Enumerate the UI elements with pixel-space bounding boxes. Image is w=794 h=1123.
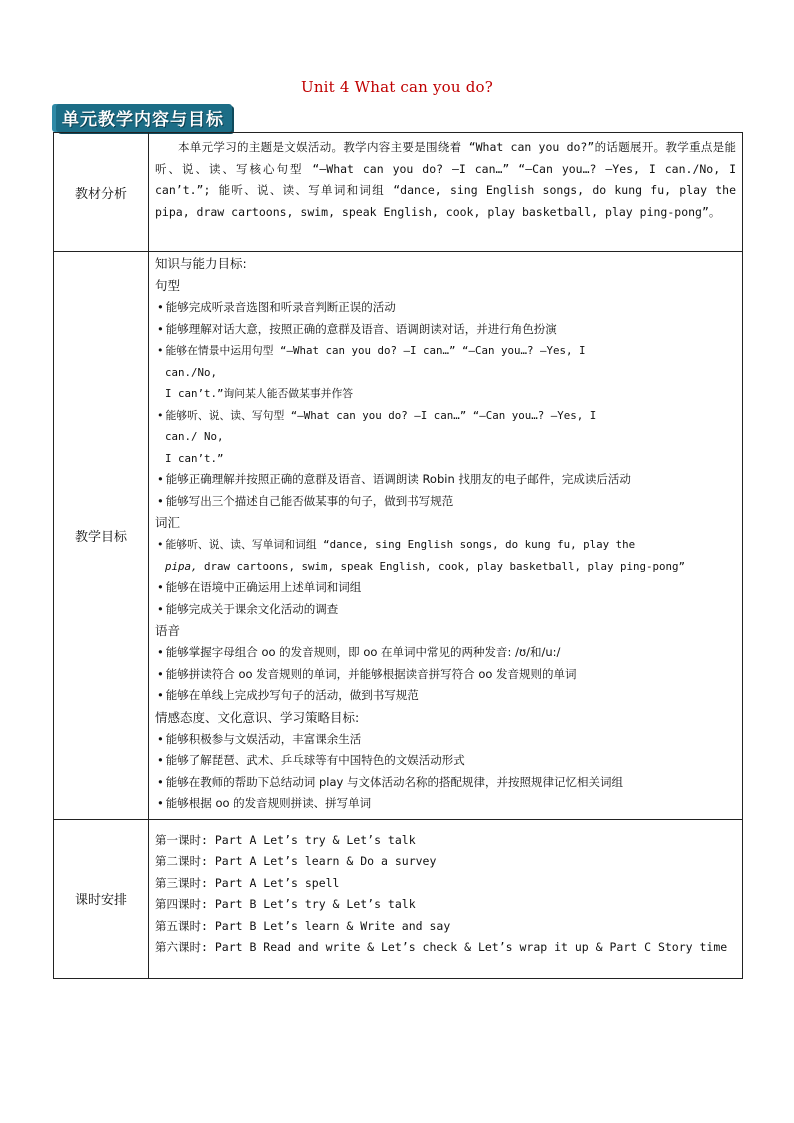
lesson-plan-table (53, 132, 743, 979)
row-label-goals: 教学目标 (54, 252, 149, 820)
table-row-schedule (54, 819, 743, 978)
goal-item: • 能够掌握字母组合 oo 的发音规则，即 oo 在单词中常见的两种发音: /ʊ/和/u:/ (155, 642, 736, 664)
goal-item: • 能够听、说、读、写单词和词组 “dance, sing English songs, do kung fu, play the (155, 534, 736, 556)
goal-item-continued: I can’t.”询问某人能否做某事并作答 (165, 387, 354, 400)
schedule-item: 第五课时: Part B Let’s learn & Write and say (155, 918, 451, 933)
goal-item-continued: I can’t.” (165, 451, 224, 465)
goals-content (149, 252, 743, 820)
vocab-heading: 词汇 (155, 515, 181, 530)
goal-item-text: draw cartoons, swim, speak English, cook, play basketball, play ping-pong” (197, 559, 686, 573)
row-label-analysis: 教材分析 (54, 133, 149, 252)
italic-word: pipa, (165, 559, 198, 573)
goal-item: • 能够积极参与文娱活动，丰富课余生活 (155, 729, 736, 751)
analysis-text: 本单元学习的主题是文娱活动。教学内容主要是围绕着 “What can you do?”的话题展开。教学重点是能听、说、读、写核心句型 “—What can you do? —I can…” “—Can you…? —Yes, I can./No, I can’t.”; 能听、说、读、写单词和词组 “dance, sing English songs, do kung fu, play the pipa, draw cartoons, swim, speak English, cook, play basketball, play ping-pong”。 (149, 133, 743, 252)
goal-item-continued: can./ No, (165, 430, 224, 443)
goal-item: • 能够在情景中运用句型 “—What can you do? —I can…” “—Can you…? —Yes, I (155, 340, 736, 362)
goal-item: • 能够写出三个描述自己能否做某事的句子，做到书写规范 (155, 491, 736, 513)
document-title: Unit 4 What can you do? (300, 78, 493, 96)
schedule-item: 第三课时: Part A Let’s spell (155, 875, 340, 890)
goal-item-continued (155, 556, 736, 578)
sentence-heading: 句型 (155, 278, 181, 293)
goal-item-continued: can./No, (165, 365, 218, 379)
schedule-item: 第六课时: Part B Read and write & Let’s check & Let’s wrap it up & Part C Story time (155, 940, 728, 954)
goal-item: • 能够在单线上完成抄写句子的活动，做到书写规范 (155, 685, 736, 707)
table-row-analysis (54, 133, 743, 252)
goal-item: • 能够了解琵琶、武术、乒乓球等有中国特色的文娱活动形式 (155, 750, 736, 772)
schedule-item: 第二课时: Part A Let’s learn & Do a survey (155, 854, 437, 868)
phonics-heading: 语音 (155, 623, 181, 638)
row-label-schedule: 课时安排 (54, 819, 149, 978)
knowledge-heading: 知识与能力目标: (155, 256, 247, 271)
schedule-item: 第一课时: Part A Let’s try & Let’s talk (155, 832, 416, 847)
schedule-content (149, 819, 743, 978)
goal-item: • 能够拼读符合 oo 发音规则的单词，并能够根据读音拼写符合 oo 发音规则的单词 (155, 664, 736, 686)
goal-item: • 能够完成听录音选图和听录音判断正误的活动 (155, 297, 736, 319)
goal-item: • 能够完成关于课余文化活动的调查 (155, 599, 736, 621)
table-row-goals (54, 252, 743, 820)
goal-item: • 能够在教师的帮助下总结动词 play 与文体活动名称的搭配规律，并按照规律记忆相关词组 (155, 772, 736, 794)
goal-item: • 能够根据 oo 的发音规则拼读、拼写单词 (155, 793, 736, 815)
goal-item: • 能够听、说、读、写句型 “—What can you do? —I can…” “—Can you…? —Yes, I (155, 405, 736, 427)
goal-item: • 能够正确理解并按照正确的意群及语音、语调朗读 Robin 找朋友的电子邮件，完成读后活动 (155, 469, 736, 491)
attitude-heading: 情感态度、文化意识、学习策略目标: (155, 709, 360, 725)
section-banner (56, 105, 232, 131)
section-banner-label: 单元教学内容与目标 (56, 104, 232, 132)
goal-item: • 能够在语境中正确运用上述单词和词组 (155, 577, 736, 599)
schedule-item: 第四课时: Part B Let’s try & Let’s talk (155, 897, 416, 911)
goal-item: • 能够理解对话大意，按照正确的意群及语音、语调朗读对话，并进行角色扮演 (155, 319, 736, 341)
